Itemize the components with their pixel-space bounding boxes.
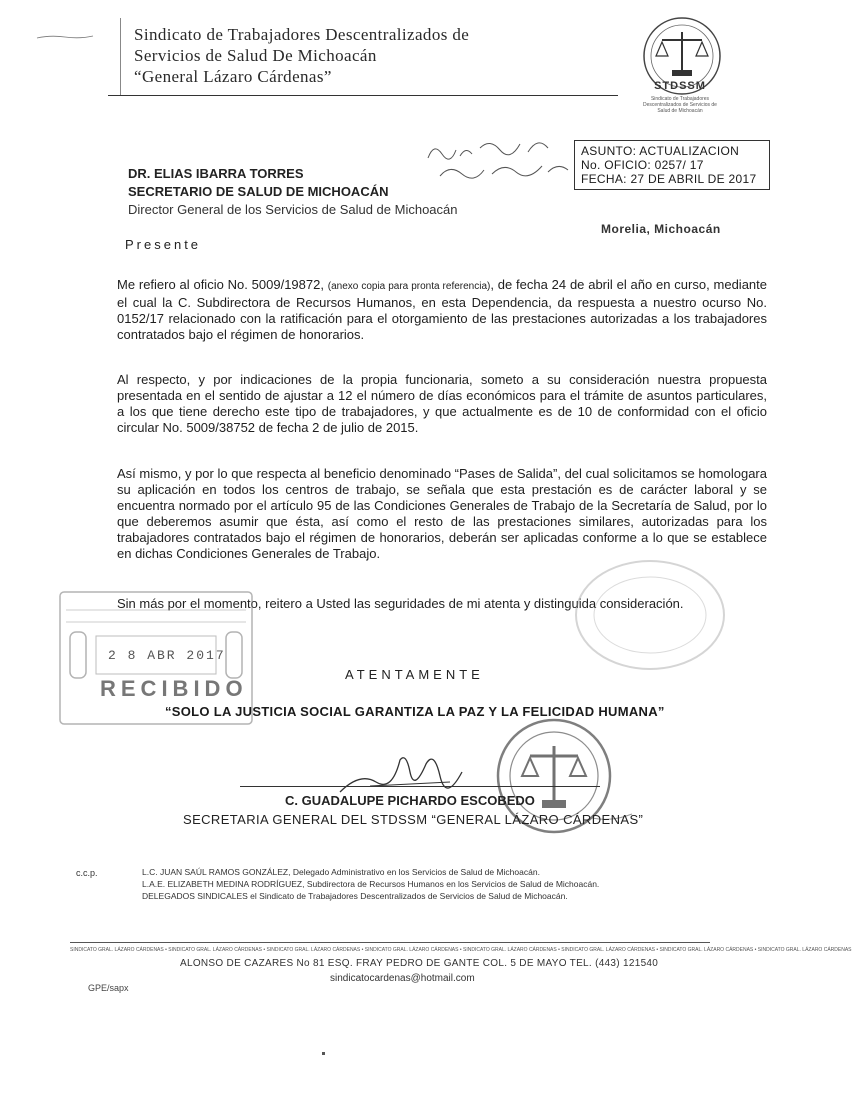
ccp-line-1: L.C. JUAN SAÚL RAMOS GONZÁLEZ, Delegado Administrativo en los Servicios de Salud de Michoacán.	[142, 867, 540, 877]
ccp-line-3: DELEGADOS SINDICALES el Sindicato de Trabajadores Descentralizados de Servicios de Salud de Michoacán.	[142, 891, 568, 901]
paragraph-4: Sin más por el momento, reitero a Usted las seguridades de mi atenta y distinguida consideración.	[117, 596, 684, 611]
paragraph-1-part-b: , de fecha 24 de abril el año en curso, mediante el cual la C. Subdirectora de Recursos Humanos, en esta Dependencia, da respuesta a nuestro ocurso No. 0152/17 relacionado con la ratificación para el otorgamiento de las prestaciones autorizadas a los trabajadores contratados bajo el régimen de honorarios.	[117, 277, 768, 342]
letterhead-line-3: “General Lázaro Cárdenas”	[134, 67, 332, 86]
closing-motto: “SOLO LA JUSTICIA SOCIAL GARANTIZA LA PAZ Y LA FELICIDAD HUMANA”	[165, 704, 665, 719]
subject-fecha: FECHA: 27 DE ABRIL DE 2017	[581, 172, 757, 186]
logo-caption: Sindicato de Trabajadores Descentralizados de Servicios de Salud de Michoacán	[643, 96, 717, 114]
signer-title: SECRETARIA GENERAL DEL STDSSM “GENERAL LÁZARO CÁRDENAS”	[183, 812, 644, 827]
received-stamp-date: 2 8 ABR 2017	[108, 648, 226, 663]
subject-oficio: No. OFICIO: 0257/ 17	[581, 158, 704, 172]
greeting: Presente	[125, 237, 202, 252]
page-speck	[322, 1052, 325, 1055]
received-stamp-word: RECIBIDO	[100, 676, 248, 701]
paragraph-2: Al respecto, y por indicaciones de la propia funcionaria, someto a su consideración nuestra propuesta presentada en el sentido de ajustar a 12 el número de días económicos para el trámite de asuntos particulares, a los que tiene derecho este tipo de trabajadores, y que actualmente es de 10 de conformidad con el oficio circular No. 5009/38752 de fecha 2 de julio de 2015.	[117, 372, 767, 435]
addressee-name: DR. ELIAS IBARRA TORRES	[128, 166, 304, 181]
letterhead-line-2: Servicios de Salud De Michoacán	[134, 46, 377, 65]
addressee-block	[128, 165, 458, 219]
letterhead-vertical-rule	[120, 18, 121, 96]
closing-atentamente: ATENTAMENTE	[345, 667, 484, 682]
addressee-title: SECRETARIO DE SALUD DE MICHOACÁN	[128, 184, 389, 199]
ccp-line-2: L.A.E. ELIZABETH MEDINA RODRÍGUEZ, Subdirectora de Recursos Humanos en los Servicios de Salud de Michoacán.	[142, 879, 600, 889]
paragraph-1-part-a: Me refiero al oficio No. 5009/19872,	[117, 277, 328, 292]
reference-initials: GPE/sapx	[88, 983, 129, 993]
letterhead-line-1: Sindicato de Trabajadores Descentralizados de	[134, 25, 470, 44]
ccp-label: c.c.p.	[76, 868, 98, 878]
logo-abbreviation: STDSSM	[654, 80, 706, 92]
footer-rule	[70, 942, 710, 943]
paragraph-1	[117, 277, 767, 343]
signer-name: C. GUADALUPE PICHARDO ESCOBEDO	[285, 793, 535, 808]
letterhead-organization	[134, 24, 574, 87]
signature-line	[240, 786, 600, 787]
faded-stamp	[570, 555, 730, 675]
paragraph-1-annex-note: (anexo copia para pronta referencia)	[327, 281, 491, 292]
margin-scribble	[35, 32, 95, 42]
union-seal	[492, 710, 642, 850]
footer-address: ALONSO DE CAZARES No 81 ESQ. FRAY PEDRO DE GANTE COL. 5 DE MAYO TEL. (443) 121540	[180, 958, 659, 969]
subject-asunto: ASUNTO: ACTUALIZACION	[581, 144, 740, 158]
addressee-role: Director General de los Servicios de Salud de Michoacán	[128, 202, 458, 217]
ccp-list	[142, 866, 599, 902]
footer-email: sindicatocardenas@hotmail.com	[330, 973, 475, 984]
footer-microtext-strip: SINDICATO GRAL. LÁZARO CÁRDENAS • SINDICATO GRAL. LÁZARO CÁRDENAS • SINDICATO GRAL. LÁZARO CÁRDENAS • SINDICATO GRAL. LÁZARO CÁRDENAS • SINDICATO GRAL. LÁZARO CÁRDENAS • SINDICATO GRAL. LÁZARO CÁRDENAS • SINDICATO GRAL. LÁZARO CÁRDENAS • SINDICATO GRAL. LÁZARO CÁRDENAS	[70, 947, 852, 953]
paragraph-3: Así mismo, y por lo que respecta al beneficio denominado “Pases de Salida”, del cual solicitamos se homologara su aplicación en todos los centros de trabajo, se señala que esta prestación es de carácter laboral y se encuentra normado por el artículo 95 de las Condiciones Generales de Trabajo de la Secretaría de Salud, por lo que deberemos asumir que ésta, así como el resto de las prestaciones similares, autorizadas para los trabajadores contratados bajo el régimen de honorarios, deberán ser aplicadas conforme a lo que se establece en dichas Condiciones Generales de Trabajo.	[117, 466, 767, 561]
letterhead-rule	[108, 95, 618, 96]
subject-box	[574, 140, 770, 190]
place-line: Morelia, Michoacán	[601, 222, 721, 236]
